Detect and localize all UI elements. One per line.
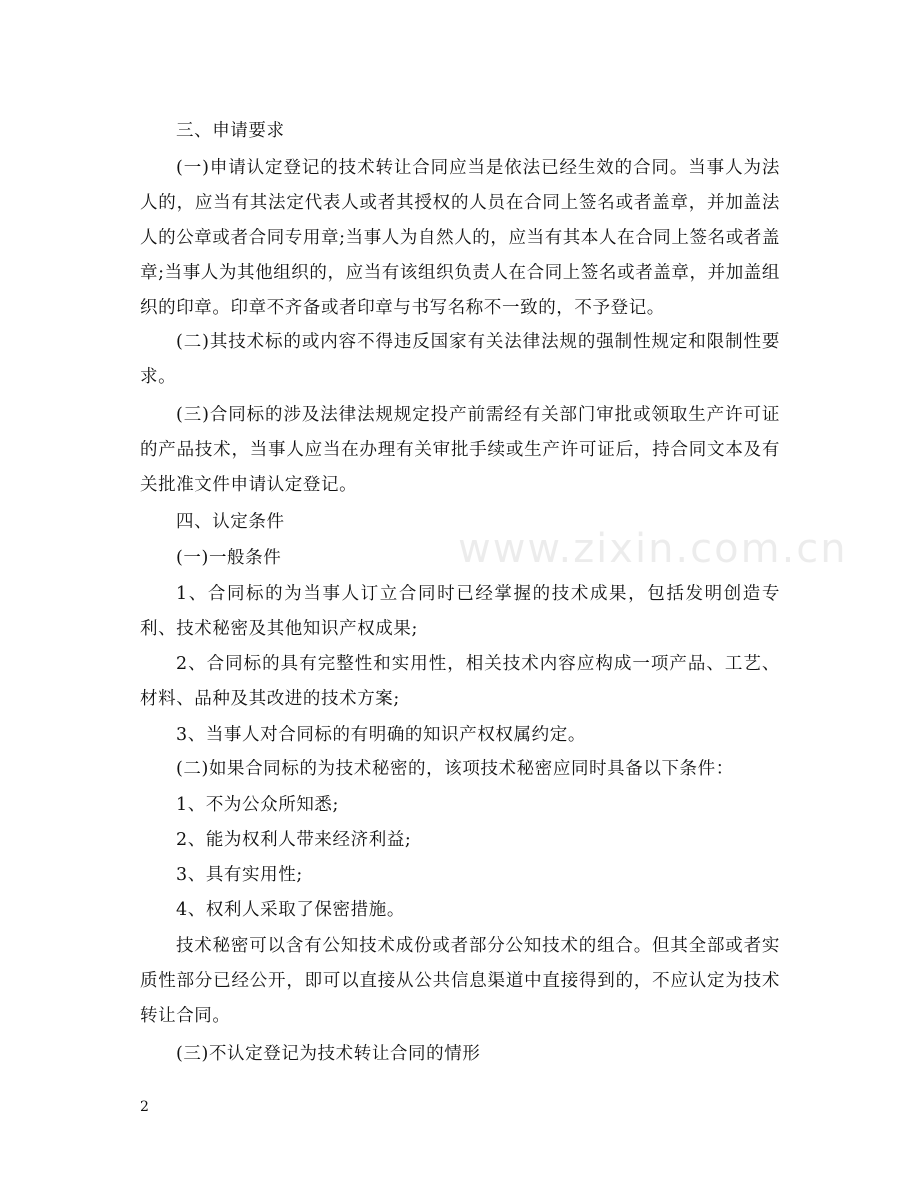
paragraph-requirement-2: (二)其技术标的或内容不得违反国家有关法律法规的强制性规定和限制性要求。 — [140, 332, 780, 387]
section-heading-application-requirements: 三、申请要求 — [176, 121, 285, 141]
paragraph-requirement-3: (三)合同标的涉及法律法规规定投产前需经有关部门审批或领取生产许可证的产品技术，当事人应当在办理有关审批手续或生产许可证后，持合同文本及有关批准文件申请认定登记。 — [140, 405, 780, 495]
list-item-condition-1: 1、合同标的为当事人订立合同时已经掌握的技术成果，包括发明创造专利、技术秘密及其他知识产权成果; — [140, 584, 780, 639]
page-number: 2 — [140, 1099, 149, 1115]
list-item-condition-2: 2、合同标的具有完整性和实用性，相关技术内容应构成一项产品、工艺、材料、品种及其改进的技术方案; — [140, 654, 780, 709]
list-item-secret-1: 1、不为公众所知悉; — [176, 795, 340, 815]
list-item-secret-2: 2、能为权利人带来经济利益; — [176, 830, 412, 850]
paragraph-requirement-1: (一)申请认定登记的技术转让合同应当是依法已经生效的合同。当事人为法人的，应当有其法定代表人或者其授权的人员在合同上签名或者盖章，并加盖法人的公章或者合同专用章;当事人为自然人的，应当有其本人在合同上签名或者盖章;当事人为其他组织的，应当有该组织负责人在合同上签名或者盖章，并加盖组织的印章。印章不齐备或者印章与书写名称不一致的，不予登记。 — [140, 158, 780, 318]
subheading-not-recognized: (三)不认定登记为技术转让合同的情形 — [176, 1044, 481, 1064]
list-item-condition-3: 3、当事人对合同标的有明确的知识产权权属约定。 — [176, 725, 586, 745]
list-item-secret-3: 3、具有实用性; — [176, 865, 303, 885]
list-item-secret-4: 4、权利人采取了保密措施。 — [176, 900, 405, 920]
watermark: www.zixin.com.cn — [458, 526, 848, 572]
subheading-technical-secret: (二)如果合同标的为技术秘密的，该项技术秘密应同时具备以下条件： — [176, 759, 734, 779]
section-heading-conditions: 四、认定条件 — [176, 512, 285, 532]
paragraph-technical-secret-note: 技术秘密可以含有公知技术成份或者部分公知技术的组合。但其全部或者实质性部分已经公开，即可以直接从公共信息渠道中直接得到的，不应认定为技术转让合同。 — [140, 936, 780, 1026]
subheading-general-conditions: (一)一般条件 — [176, 548, 282, 568]
